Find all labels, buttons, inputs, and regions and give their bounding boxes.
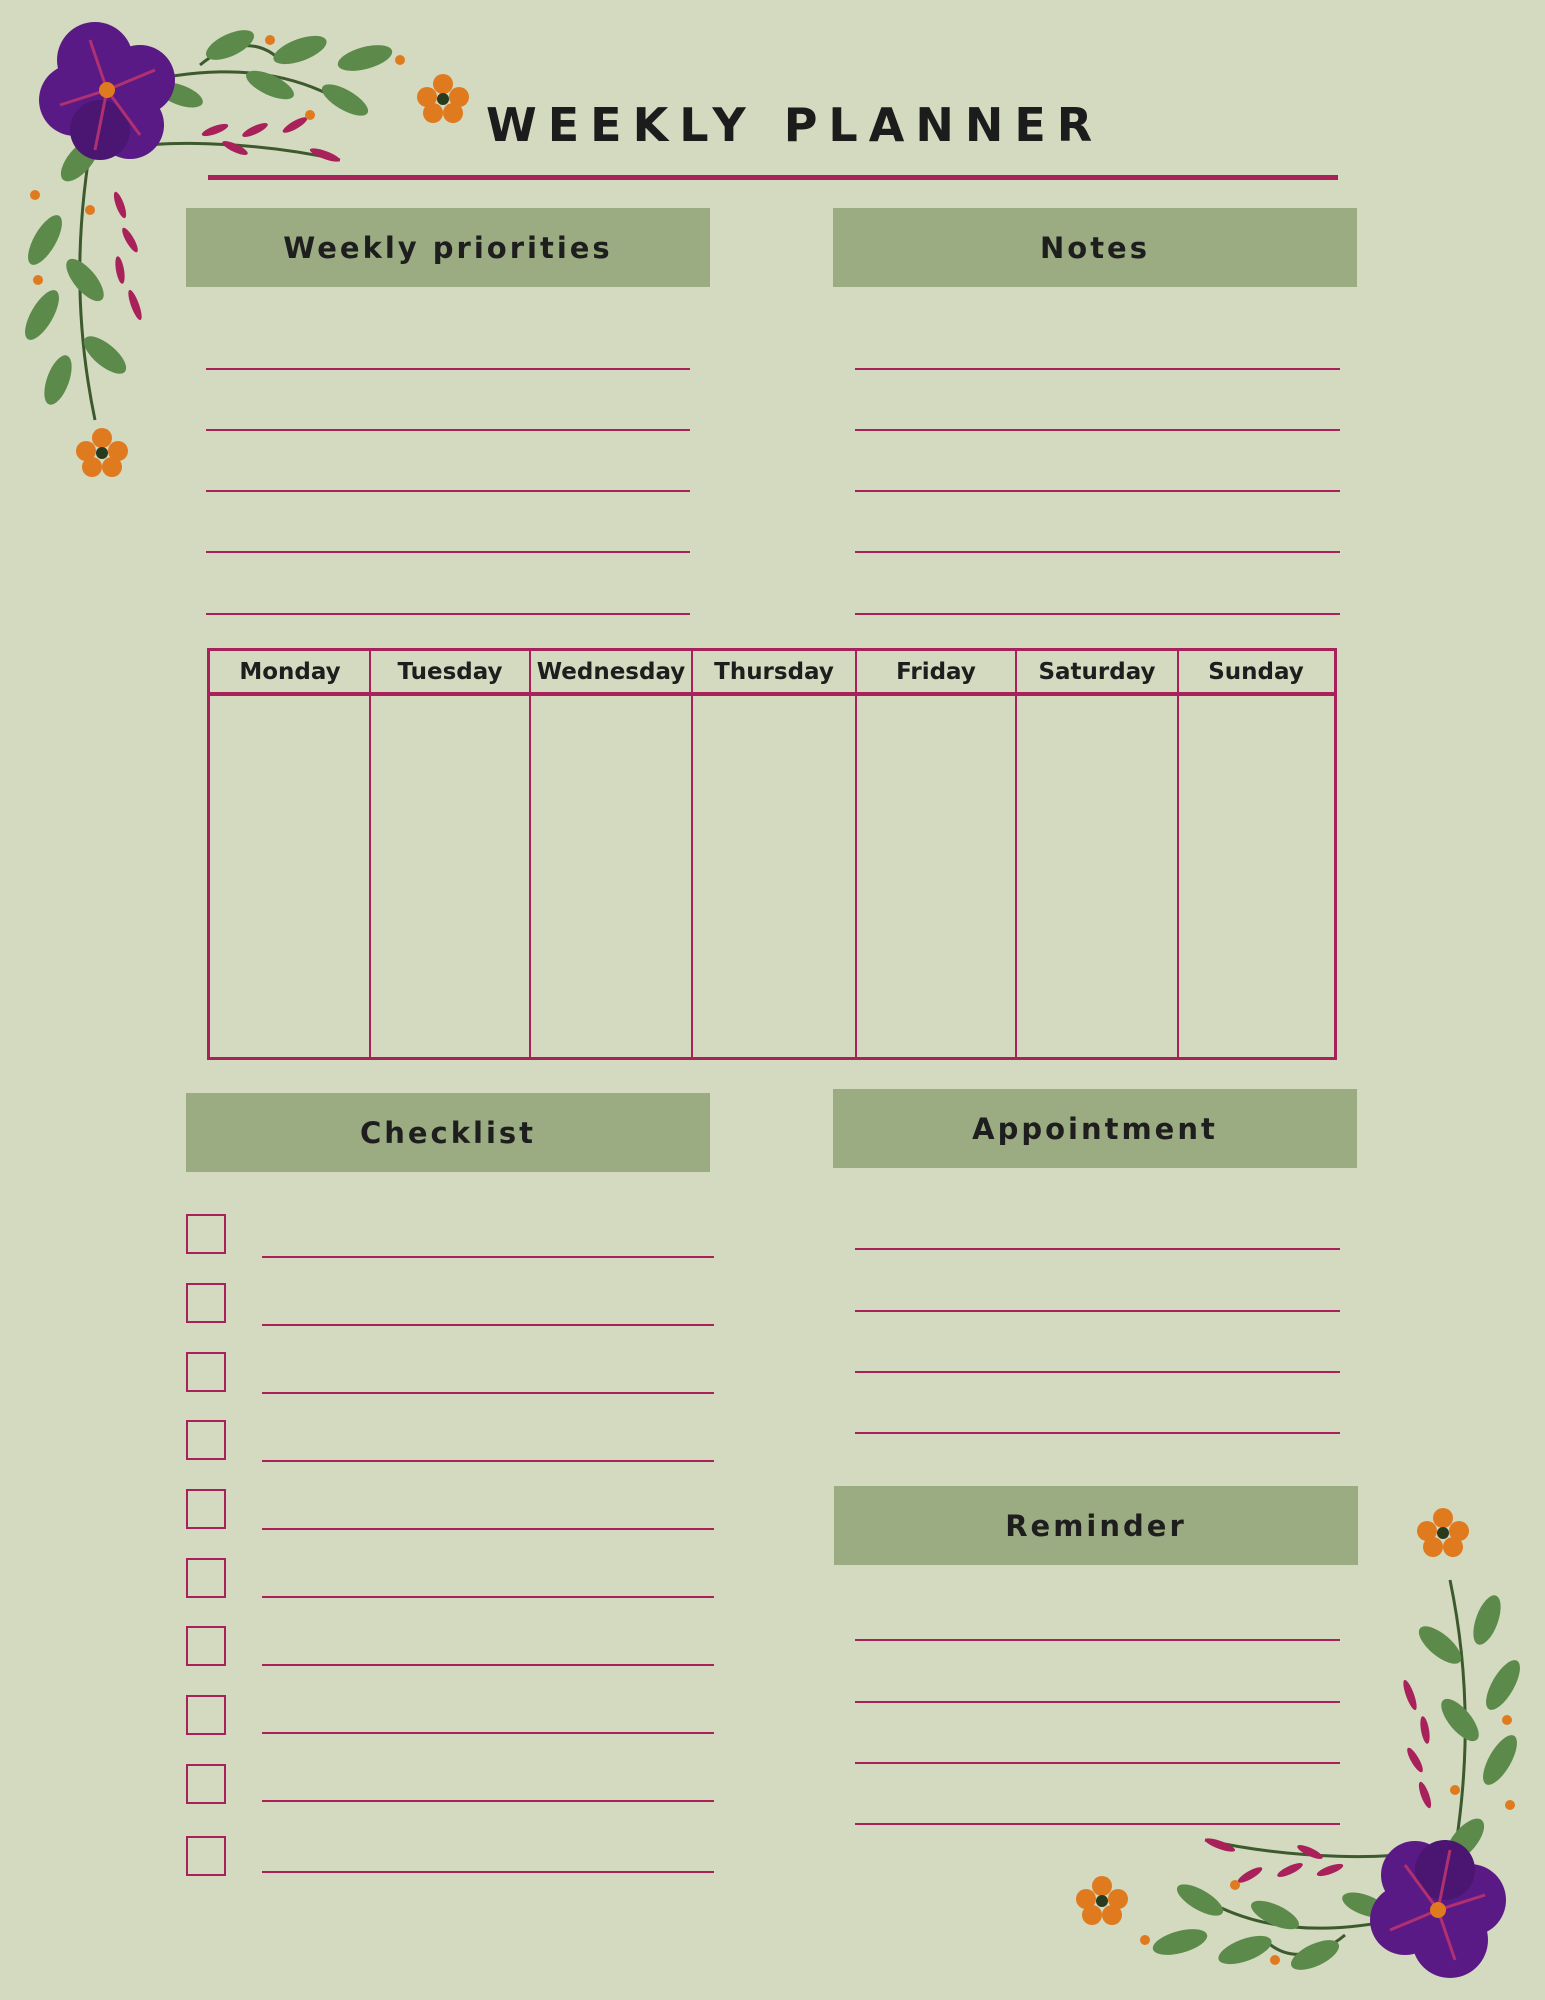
weekly-priorities-header (186, 208, 710, 287)
checklist-line[interactable] (262, 1460, 714, 1462)
day-header-friday: Friday (896, 658, 976, 685)
day-header-thursday: Thursday (714, 658, 834, 685)
day-header-sunday: Sunday (1208, 658, 1304, 685)
table-header-divider (210, 692, 1334, 696)
notes-header (833, 208, 1357, 287)
day-header-tuesday: Tuesday (397, 658, 503, 685)
checklist-checkbox[interactable] (186, 1420, 226, 1460)
reminder-line[interactable] (855, 1762, 1340, 1764)
column-divider (855, 651, 857, 1057)
title-underline (208, 175, 1338, 180)
notes-line[interactable] (855, 551, 1340, 553)
checklist-line[interactable] (262, 1596, 714, 1598)
priority-line[interactable] (206, 490, 690, 492)
column-divider (1177, 651, 1179, 1057)
checklist-checkbox[interactable] (186, 1283, 226, 1323)
appointment-line[interactable] (855, 1310, 1340, 1312)
column-divider (1015, 651, 1017, 1057)
appointment-header (833, 1089, 1357, 1168)
checklist-checkbox[interactable] (186, 1214, 226, 1254)
checklist-line[interactable] (262, 1732, 714, 1734)
checklist-line[interactable] (262, 1800, 714, 1802)
checklist-checkbox[interactable] (186, 1764, 226, 1804)
priority-line[interactable] (206, 551, 690, 553)
checklist-checkbox[interactable] (186, 1558, 226, 1598)
priority-line[interactable] (206, 613, 690, 615)
checklist-checkbox[interactable] (186, 1695, 226, 1735)
priority-line[interactable] (206, 368, 690, 370)
notes-line[interactable] (855, 613, 1340, 615)
reminder-label: Reminder (1005, 1508, 1187, 1543)
checklist-header (186, 1093, 710, 1172)
weekly-priorities-label: Weekly priorities (283, 230, 613, 265)
column-divider (691, 651, 693, 1057)
notes-line[interactable] (855, 368, 1340, 370)
checklist-line[interactable] (262, 1392, 714, 1394)
reminder-header (834, 1486, 1358, 1565)
week-table (207, 648, 1337, 1060)
reminder-line[interactable] (855, 1701, 1340, 1703)
checklist-checkbox[interactable] (186, 1489, 226, 1529)
checklist-label: Checklist (359, 1115, 537, 1150)
checklist-checkbox[interactable] (186, 1352, 226, 1392)
day-header-saturday: Saturday (1038, 658, 1156, 685)
checklist-line[interactable] (262, 1528, 714, 1530)
day-header-wednesday: Wednesday (536, 658, 686, 685)
column-divider (529, 651, 531, 1057)
checklist-line[interactable] (262, 1871, 714, 1873)
notes-label: Notes (1040, 230, 1150, 265)
appointment-line[interactable] (855, 1432, 1340, 1434)
appointment-label: Appointment (972, 1111, 1218, 1146)
day-header-monday: Monday (239, 658, 341, 685)
page-title: WEEKLY PLANNER (486, 98, 1104, 152)
checklist-line[interactable] (262, 1324, 714, 1326)
appointment-line[interactable] (855, 1371, 1340, 1373)
reminder-line[interactable] (855, 1823, 1340, 1825)
reminder-line[interactable] (855, 1639, 1340, 1641)
checklist-checkbox[interactable] (186, 1626, 226, 1666)
checklist-checkbox[interactable] (186, 1836, 226, 1876)
notes-line[interactable] (855, 429, 1340, 431)
notes-line[interactable] (855, 490, 1340, 492)
priority-line[interactable] (206, 429, 690, 431)
column-divider (369, 651, 371, 1057)
appointment-line[interactable] (855, 1248, 1340, 1250)
checklist-line[interactable] (262, 1256, 714, 1258)
floral-corner-bottom-right-icon (1065, 1500, 1545, 2000)
checklist-line[interactable] (262, 1664, 714, 1666)
